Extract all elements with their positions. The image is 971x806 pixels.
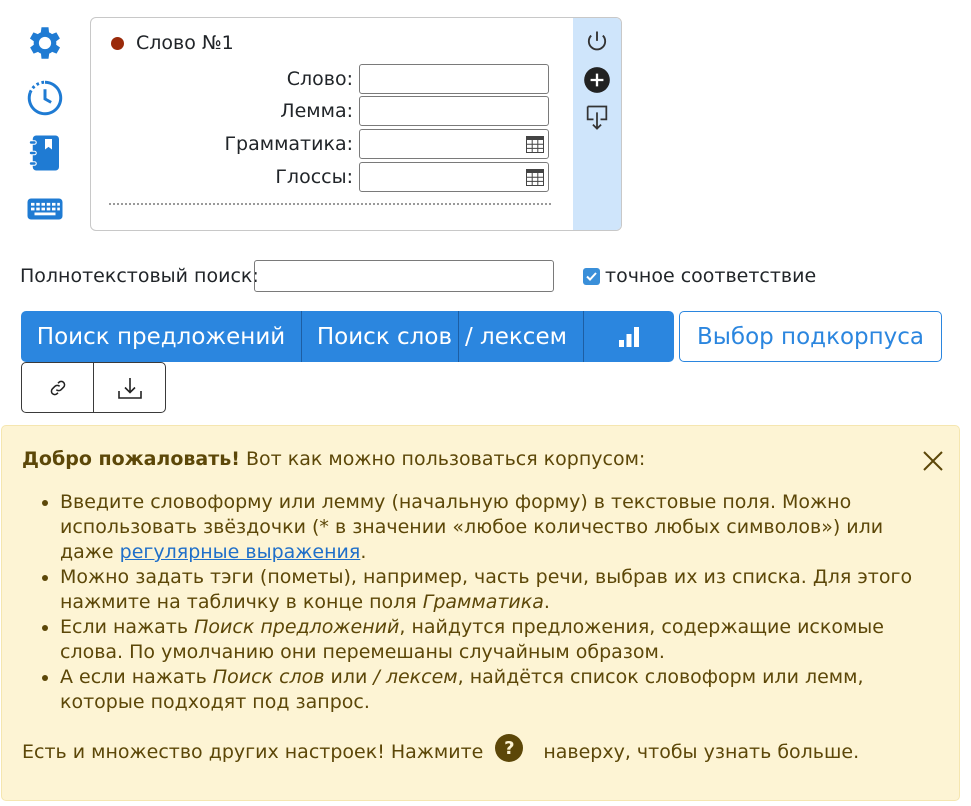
search-sentences-button[interactable]: Поиск предложений	[21, 311, 302, 362]
link-icon	[48, 378, 68, 398]
field-row-wordform	[91, 64, 551, 96]
settings-gear-icon[interactable]	[24, 22, 66, 64]
grammar-input[interactable]	[359, 129, 549, 159]
download-button[interactable]	[93, 362, 166, 413]
help-question-icon: ?	[495, 734, 523, 762]
lemma-input[interactable]	[359, 96, 549, 126]
search-button-group	[21, 311, 674, 362]
word-actions-strip	[573, 18, 621, 230]
list-item: • Введите словоформу или лемму (начальную форму) в текстовые поля. Можно использовать звёздочки (* в значении «любое количество любых символов») или даже регулярные выражения.	[60, 490, 930, 565]
gloss-input[interactable]	[359, 162, 549, 192]
keyboard-icon[interactable]	[24, 188, 66, 230]
notebook-icon[interactable]	[24, 132, 66, 174]
gloss-label: Глоссы:	[275, 166, 353, 188]
welcome-footer: Есть и множество других настроек! Нажмите ? наверху, чтобы узнать больше.	[22, 738, 859, 766]
word-box-divider	[109, 203, 551, 205]
fulltext-input[interactable]	[254, 260, 554, 292]
wordform-label: Слово:	[286, 68, 353, 90]
wordform-input[interactable]	[359, 64, 549, 94]
grammar-table-icon[interactable]	[526, 136, 544, 153]
add-word-icon[interactable]	[583, 66, 611, 94]
field-row-grammar	[91, 129, 551, 161]
statistics-button[interactable]	[584, 311, 674, 362]
welcome-list	[22, 490, 930, 715]
exact-match-checkbox[interactable]	[583, 268, 600, 285]
grammar-label: Грамматика:	[224, 133, 353, 155]
search-lexemes-button[interactable]: / лексем	[459, 311, 584, 362]
field-row-lemma	[91, 96, 551, 128]
search-words-button[interactable]: Поиск слов	[302, 311, 459, 362]
field-row-gloss	[91, 162, 551, 194]
close-icon[interactable]	[920, 448, 946, 474]
list-item: • Если нажать Поиск предложений, найдутся предложения, содержащие искомые слова. По умолчанию они перемешаны случайным образом.	[60, 615, 930, 665]
word-title-text: Слово №1	[136, 32, 234, 54]
download-icon	[117, 376, 143, 400]
power-icon[interactable]	[583, 28, 611, 56]
gloss-table-icon[interactable]	[526, 169, 544, 186]
word-query-box	[90, 17, 622, 231]
lemma-label: Лемма:	[280, 100, 353, 122]
word-title	[111, 32, 234, 54]
welcome-heading: Добро пожаловать! Вот как можно пользоваться корпусом:	[22, 448, 646, 470]
regex-help-link[interactable]: регулярные выражения	[119, 541, 361, 563]
word-color-dot	[111, 37, 124, 50]
welcome-alert	[1, 425, 960, 801]
bar-chart-icon	[618, 327, 640, 347]
list-item: • А если нажать Поиск слов или / лексем, найдётся список словоформ или лемм, которые подходят под запрос.	[60, 665, 930, 715]
history-clock-icon[interactable]	[24, 77, 66, 119]
exact-match-label[interactable]: точное соответствие	[605, 265, 817, 287]
subcorpus-button[interactable]: Выбор подкорпуса	[679, 311, 942, 362]
list-item: • Можно задать тэги (пометы), например, часть речи, выбрав их из списка. Для этого нажмите на табличку в конце поля Грамматика.	[60, 565, 930, 615]
fulltext-label: Полнотекстовый поиск:	[20, 265, 259, 287]
distance-arrow-icon[interactable]	[583, 103, 611, 131]
share-link-button[interactable]	[21, 362, 95, 413]
